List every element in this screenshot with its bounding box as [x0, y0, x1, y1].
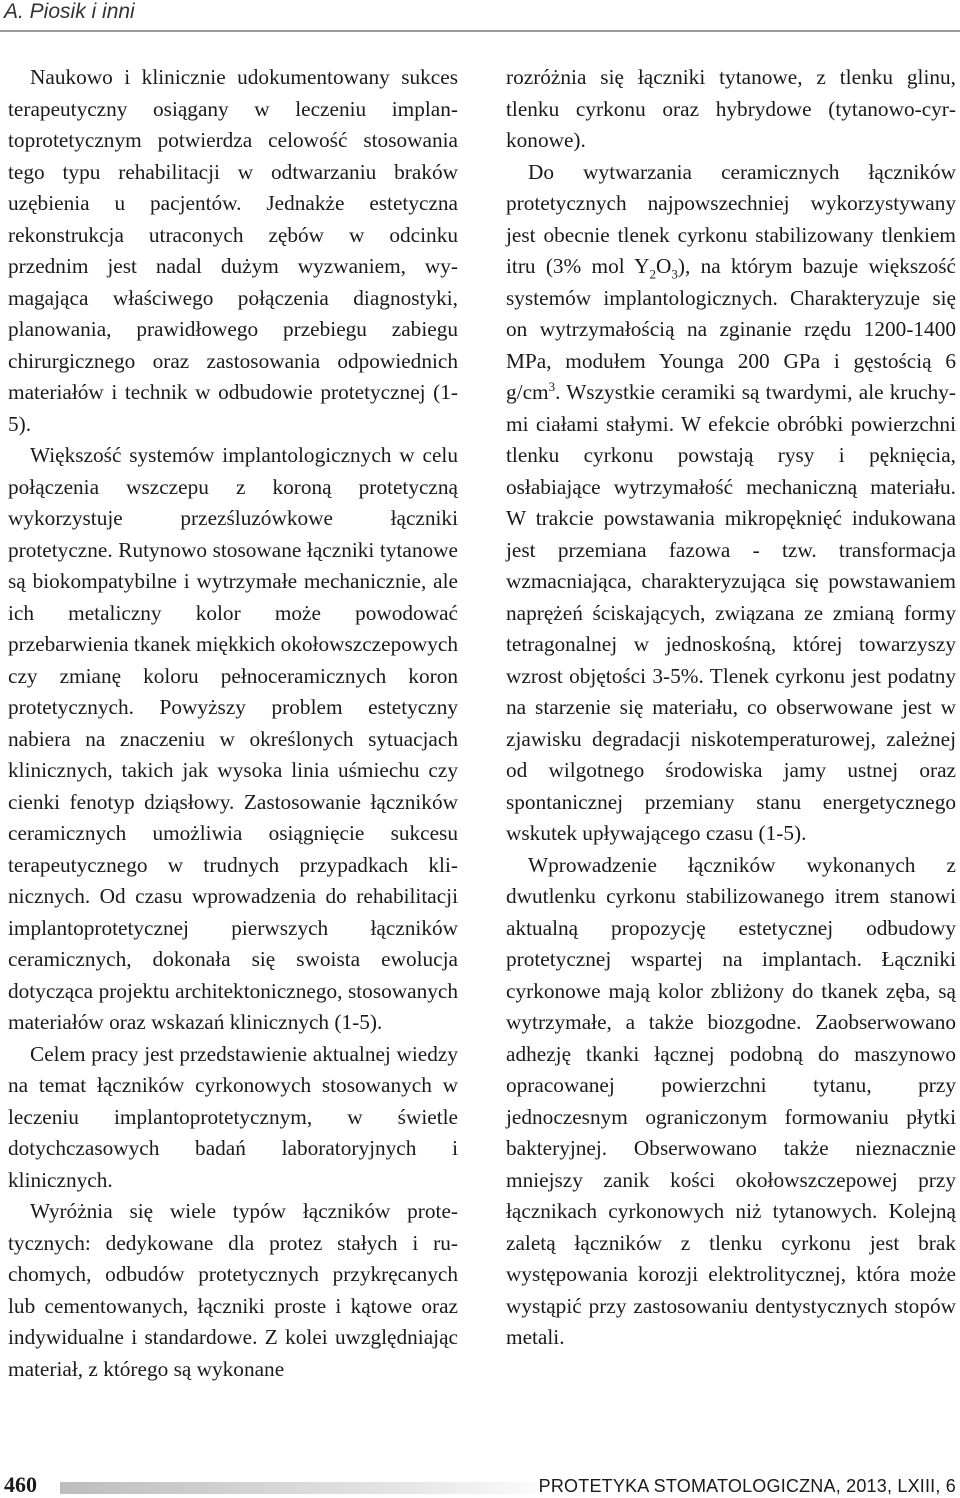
text-run: ), na którym bazuje większość systemów implantologicznych. Charakteryzuje się on wytrzymałością na zginanie rzędu 1200-1400 MPa, modułem Younga 200 GPa i gęstością 6 g/cm: [506, 254, 957, 404]
page-number: 460: [4, 1472, 37, 1497]
superscript-3: 3: [548, 378, 556, 394]
paragraph-materials-continued: rozróżnia się łączniki tytanowe, z tlenku glinu, tlenku cyrkonu oraz hybrydowe (tytanowo-cyrkonowe).: [506, 65, 956, 152]
text-run: O: [656, 254, 672, 278]
paragraph-zirconia-abutments: Wprowadzenie łączników wykonanych z dwutlenku cyrkonu stabilizowanego itrem stanowi aktualną propozycję estetycznej odbudowy protetycznej wspartej na implantach. Łączniki cyrkonowe mają kolor zbliżony do tkanek zęba, są wytrzymałe, a także biozgodne. Zaobserwowano adhezję tkanki łącznej podobną do maszynowo opracowanej powierzchni tytanu, przy jednoczesnym ograniczonym formowaniu płytki bakteryjnej. Obserwowano także nieznacznie mniejszy zanik kości okołowszczepowej przy łącznikach cyrkonowych niż tytanowych. Kolejną zaletą łączników z tlenku cyrkonu jest brak występowania korozji elektrolitycznej, która może wystąpić przy zastosowaniu dentystycznych stopów metali.: [506, 852, 956, 1349]
text-run: Do wytwarzania ceramicznych łączników protetycznych najpowszechniej wykorzystywany jest obecnie tlenek cyrkonu stabilizowany tlenkiem itru (3% mol Y: [506, 159, 956, 278]
running-head: A. Piosik i inni: [4, 0, 135, 23]
footer-bar: [60, 1482, 560, 1494]
paragraph-types: Wyróżnia się wiele typów łączników protetycznych: dedykowane dla protez stałych i ruchomych, odbudów protetycznych przykręcanych lub cementowanych, łączniki proste i kątowe oraz indywidualne i standardowe. Z kolei uwzględniając materiał, z którego są wykonane: [8, 1199, 458, 1381]
paragraph-aim: Celem pracy jest przedstawienie aktualnej wiedzy na temat łączników cyrkonowych stosowanych w leczeniu implantoprotetycznym, w świetle dotychczasowych badań laboratoryjnych i klinicznych.: [8, 1041, 458, 1192]
subscript-2: 2: [649, 266, 657, 282]
paragraph-abutments: Większość systemów implantologicznych w celu połączenia wszczepu z koroną protetyczną wykorzystuje przezśluzówkowe łączniki protetyczne. Rutynowo stosowane łączniki tytanowe są biokompatybilne i wytrzymałe mechanicznie, ale ich metaliczny kolor może powodować przebarwienia tkanek miękkich okołowszczepowych czy zmianę koloru pełnoceramicznych koron protetycznych. Powyższy problem estetyczny nabiera na znaczeniu w określonych sytuacjach klinicznych, takich jak wysoka linia uśmiechu czy cienki fenotyp dziąsłowy. Zastosowanie łączników ceramicznych umożliwia osiągnięcie sukcesu terapeutycznego w trudnych przypadkach klinicznych. Od czasu wprowadzenia do rehabilitacji implantoprotetycznej pierwszych łączników ceramicznych, dokonała się swoista ewolucja dotycząca projektu architektonicznego, stosowanych materiałów oraz wskazań klinicznych (1-5).: [8, 443, 459, 1034]
paragraph-zirconia-properties: [506, 157, 956, 850]
journal-footer: PROTETYKA STOMATOLOGICZNA, 2013, LXIII, 6: [538, 1476, 956, 1496]
text-run: . Wszystkie ceramiki są twardymi, ale kruchymi ciałami stałymi. W efekcie obróbki powierzchni tlenku cyrkonu powstają rysy i pęknięcia, osłabiające wytrzymałość mechaniczną materiału. W trakcie powstawania mikropęknięć indukowana jest przemiana fazowa - tzw. transformacja wzmacniająca, charakteryzująca się powstawaniem naprężeń ściskających, związana ze zmianą formy tetragonalnej w jednoskośną, której towarzyszy wzrost objętości 3-5%. Tlenek cyrkonu jest podatny na starzenie się materiału, co obserwowane jest w zjawisku degradacji niskotemperaturowej, zależnej od wilgotnego środowiska jamy ustnej oraz spontanicznej przemiany stanu energetycznego wskutek upływającego czasu (1-5).: [506, 380, 956, 845]
subscript-3: 3: [671, 266, 678, 282]
left-column: [8, 62, 458, 1385]
header-rule: [0, 30, 960, 32]
right-column: [506, 62, 956, 1354]
paragraph-intro: Naukowo i klinicznie udokumentowany sukces terapeutyczny osiągany w leczeniu implantoprotetycznym potwierdza celowość stosowania tego typu rehabilitacji w odtwarzaniu braków uzębienia u pacjentów. Jednakże estetyczna rekonstrukcja utraconych zębów w odcinku przednim jest nadal dużym wyzwaniem, wymagająca właściwego połączenia diagnostyki, planowania, prawidłowego przebiegu zabiegu chirurgicznego oraz zastosowania odpowiednich materiałów i technik w odbudowie protetycznej (1-5).: [8, 65, 458, 436]
